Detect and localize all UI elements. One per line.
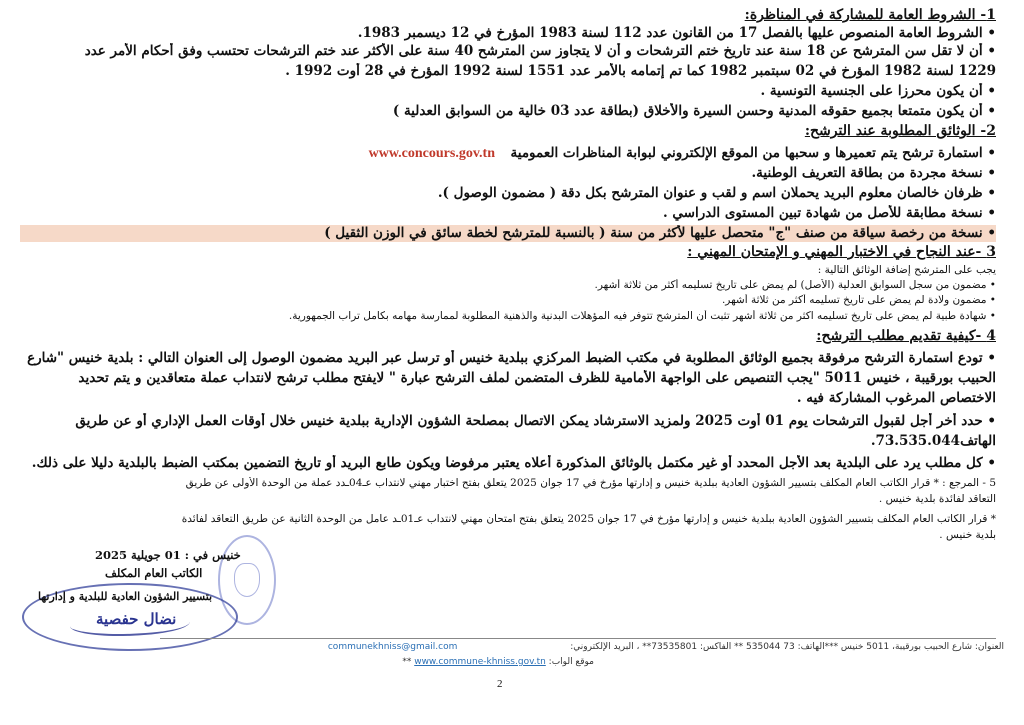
document-line: 1229 لسنة 1982 المؤرخ في 02 سبتمبر 1982 كما تم إتمامه بالأمر عدد 1551 لسنة 1992 المؤرخ في 28 أوت 1992 .: [285, 63, 996, 79]
document-line: 3 -عند النجاح في الاختبار المهني و الإمتحان المهني :: [687, 244, 996, 260]
document-line: الهاتف73.535.044.: [870, 433, 996, 449]
signature-date: خنيس في : 01 جويلية 2025: [95, 548, 241, 562]
document-line: 5 - المرجع : * قرار الكاتب العام المكلف بتسيير الشؤون العادية ببلدية خنيس و إدارتها مؤرخ في 17 جوان 2025 يتعلق بفتح اختبار مهني لانتداب عـ04ـدد عملة من الوحدة الأولى عن طريق: [185, 477, 996, 489]
document-line: • شهادة طبية لم يمض على تاريخ تسليمه اكثر من ثلاثة أشهر تثبت أن المترشح تتوفر فيه المؤهلات البدنية والذهنية المطلوبة لممارسة مهامه بكامل تراب الجمهورية.: [288, 310, 996, 322]
document-line: بلدية خنيس .: [939, 529, 996, 541]
document-line: 4 -كيفية تقديم مطلب الترشح:: [816, 328, 996, 344]
footer-website-link[interactable]: www.commune-khniss.gov.tn: [414, 657, 546, 667]
document-line: • أن يكون محرزا على الجنسية التونسية .: [760, 83, 996, 99]
document-line: • نسخة مطابقة للأصل من شهادة تبين المستوى الدراسي .: [662, 205, 996, 221]
footer-address-text: العنوان: شارع الحبيب بورقيبة، 5011 خنيس ***الهاتف: 73 535044 ** الفاكس: 73535801** ، البريد الإلكتروني:: [567, 642, 1004, 652]
document-line: • كل مطلب يرد على البلدية بعد الأجل المحدد أو غير مكتمل بالوثائق المذكورة أعلاه يعتبر مرفوضا ويكون طابع البريد أو تاريخ التضمين بمكتب الضبط بالبلدية دليلا على ذلك.: [31, 455, 996, 471]
signatory-name: نضال حفصية: [96, 610, 177, 628]
concours-url-link[interactable]: www.concours.gov.tn: [368, 146, 495, 161]
signature-title: الكاتب العام المكلف: [105, 566, 203, 580]
page-number: 2: [497, 678, 503, 690]
document-line: • مضمون ولادة لم يمض على تاريخ تسليمه أكثر من ثلاثة أشهر.: [721, 294, 996, 306]
document-line: • تودع استمارة الترشح مرفوقة بجميع الوثائق المطلوبة في مكتب الضبط المركزي ببلدية خنيس أو ترسل عبر البريد مضمون الوصول إلى العنوان التالي : بلدية خنيس "شارع: [27, 350, 996, 366]
document-line: • استمارة ترشح يتم تعميرها و سحبها من الموقع الإلكتروني لبوابة المناظرات العمومية: [510, 145, 996, 161]
document-line: الاختصاص المرغوب المشاركة فيه .: [796, 390, 996, 406]
document-line: • أن لا تقل سن المترشح عن 18 سنة عند تاريخ ختم الترشحات و أن لا يتجاوز سن المترشح 40 سنة على الأكثر عند ختم الترشحات تحتسب وفق أحكام الأمر عدد: [84, 43, 996, 59]
document-line: • الشروط العامة المنصوص عليها بالفصل 17 من القانون عدد 112 لسنة 1983 المؤرخ في 12 ديسمبر 1983.: [357, 25, 996, 41]
document-line: • ظرفان خالصان معلوم البريد يحملان اسم و لقب و عنوان المترشح بكل دقة ( مضمون الوصول ).: [437, 185, 996, 201]
document-line: • مضمون من سجل السوابق العدلية (الأصل) لم يمض على تاريخ تسليمه أكثر من ثلاثة أشهر.: [594, 279, 996, 291]
footer-website-label: موقع الواب:: [545, 657, 594, 667]
document-line: • حدد أخر أجل لقبول الترشحات يوم 01 أوت 2025 ولمزيد الاسترشاد يمكن الاتصال بمصلحة الشؤون الإدارية ببلدية خنيس خلال أوقات العمل الإداري أو عن طريق: [75, 413, 996, 429]
document-line: التعاقد لفائدة بلدية خنيس .: [878, 493, 996, 505]
signature-title-detail: بتسيير الشؤون العادية للبلدية و إدارتها: [38, 590, 213, 603]
document-line: * قرار الكاتب العام المكلف بتسيير الشؤون العادية ببلدية خنيس و إدارتها مؤرخ في 17 جوان 2025 يتعلق بفتح امتحان مهني لانتداب عـ01ـد عامل من الوحدة الثانية عن طريق التعاقد لفائدة: [181, 513, 996, 525]
document-line: • نسخة من رخصة سياقة من صنف "ج" متحصل عليها لأكثر من سنة ( بالنسبة للمترشح لخطة سائق في الوزن الثقيل ): [20, 225, 996, 242]
footer-address: [20, 642, 1004, 652]
document-line: يجب على المترشح إضافة الوثائق التالية :: [817, 264, 996, 276]
seal-emblem-icon: [234, 563, 260, 597]
footer-website: [20, 657, 594, 667]
document-line: الحبيب بورقيبة ، خنيس 5011 "يجب التنصيص على الواجهة الأمامية للظرف المتضمن لملف الترشح عبارة " لايفتح مطلب ترشح لانتداب عملة متعاقدين و يتم تحديد: [78, 370, 996, 386]
document-line: 1- الشروط العامة للمشاركة في المناظرة:: [744, 7, 996, 23]
document-line: 2- الوثائق المطلوبة عند الترشح:: [804, 123, 996, 139]
footer-website-suffix: **: [402, 657, 415, 667]
footer-divider: [160, 638, 996, 639]
document-line: • نسخة مجردة من بطاقة التعريف الوطنية.: [751, 165, 996, 181]
footer-email-link[interactable]: communekhniss@gmail.com: [327, 642, 458, 652]
document-line: • أن يكون متمتعا بجميع حقوقه المدنية وحسن السيرة والأخلاق (بطاقة عدد 03 خالية من السوابق العدلية ): [392, 103, 996, 119]
